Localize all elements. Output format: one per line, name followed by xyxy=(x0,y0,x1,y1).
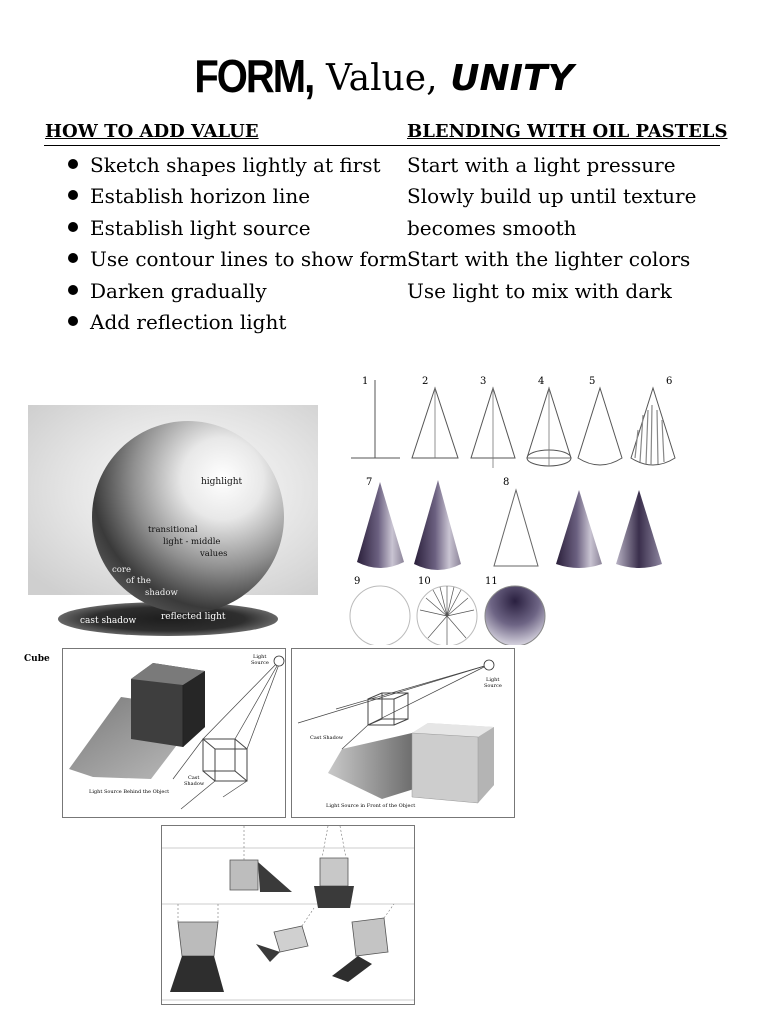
title-value: Value, xyxy=(325,58,438,99)
step-7-cone-b xyxy=(414,480,461,570)
cast-shadow-label: Cast Shadow xyxy=(310,735,344,741)
cube-wireframe xyxy=(203,739,235,771)
list-item-text: Establish horizon line xyxy=(90,184,311,209)
bullet-icon xyxy=(68,285,78,295)
step-number: 11 xyxy=(485,576,498,587)
cube-perspective-shadows-diagram xyxy=(161,825,415,1005)
page-title xyxy=(0,52,768,104)
cube-top-left xyxy=(230,826,292,892)
list-item-text: Use contour lines to show form xyxy=(90,247,408,272)
light-source-label-2: Source xyxy=(484,683,502,689)
list-item-text: Establish light source xyxy=(90,215,311,240)
label-core-2: of the xyxy=(126,576,151,586)
list-item xyxy=(68,307,408,338)
bullet-icon xyxy=(68,159,78,169)
tip-line: Start with the lighter colors xyxy=(407,247,691,272)
cube-light-front-diagram xyxy=(291,648,515,818)
label-cast-shadow: cast shadow xyxy=(80,616,137,626)
list-item xyxy=(68,181,408,212)
step-9-circle xyxy=(350,586,410,645)
label-transitional-2: light - middle xyxy=(163,537,221,547)
panel2-caption: Light Source in Front of the Object xyxy=(326,803,416,809)
cone-drawing-steps-diagram xyxy=(348,370,678,645)
step-7-cone-a xyxy=(357,482,404,568)
blending-tips-list xyxy=(407,150,696,307)
left-column-heading: HOW TO ADD VALUE xyxy=(45,121,259,142)
value-steps-list xyxy=(68,150,408,338)
light-source-icon xyxy=(484,660,494,670)
label-core-3: shadow xyxy=(145,588,178,598)
cube-wireframe xyxy=(368,699,394,725)
step-number: 8 xyxy=(503,477,510,488)
title-unity: UNITY xyxy=(450,58,574,99)
sphere-shading-diagram xyxy=(28,405,318,640)
step-number: 6 xyxy=(666,376,673,387)
label-reflected-light: reflected light xyxy=(161,612,226,622)
cube-bottom-middle xyxy=(256,908,314,962)
step-number: 7 xyxy=(366,477,373,488)
step-8-cone-reflected xyxy=(616,490,662,568)
light-source-label-1: Light xyxy=(253,654,267,660)
step-8-cone-outline xyxy=(494,490,538,566)
cube-bottom-left xyxy=(170,904,224,992)
bullet-icon xyxy=(68,253,78,263)
step-5-cone xyxy=(578,388,622,465)
light-source-label-2: Source xyxy=(251,660,269,666)
label-core-1: core xyxy=(112,565,131,575)
bullet-icon xyxy=(68,190,78,200)
list-item xyxy=(68,276,408,307)
tip-line: Start with a light pressure xyxy=(407,153,676,177)
step-number: 1 xyxy=(362,376,369,387)
label-transitional-1: transitional xyxy=(148,525,198,535)
step-number: 9 xyxy=(354,576,361,587)
list-item-text: Add reflection light xyxy=(90,309,287,334)
sphere-shape xyxy=(92,421,284,613)
tip-line: Use light to mix with dark xyxy=(407,278,672,303)
cast-shadow-shape xyxy=(328,733,414,799)
list-item xyxy=(68,213,408,244)
step-number: 2 xyxy=(422,376,429,387)
cast-shadow-label-1: Cast xyxy=(188,775,200,781)
bullet-icon xyxy=(68,222,78,232)
label-highlight: highlight xyxy=(201,477,243,487)
title-form: FORM, xyxy=(194,51,314,103)
step-number: 3 xyxy=(480,376,487,387)
step-8-cone-shaded xyxy=(556,490,602,568)
cube-bottom-right xyxy=(332,904,394,982)
step-number: 5 xyxy=(589,376,596,387)
step-11-circle xyxy=(485,586,545,645)
right-column-heading: BLENDING WITH OIL PASTELS xyxy=(407,121,728,142)
heading-underline xyxy=(44,145,720,146)
list-item xyxy=(68,244,408,275)
step-number: 10 xyxy=(418,576,431,587)
cast-shadow-label-2: Shadow xyxy=(184,781,205,787)
light-source-icon xyxy=(274,656,284,666)
cube-heading xyxy=(24,650,64,666)
list-item xyxy=(68,150,408,181)
list-item-text: Darken gradually xyxy=(90,278,267,303)
step-6-cone xyxy=(631,388,675,465)
cube-heading-text: Cube xyxy=(24,654,50,664)
list-item-text: Sketch shapes lightly at first xyxy=(90,153,381,177)
tip-line: becomes smooth xyxy=(407,215,577,240)
light-source-label-1: Light xyxy=(486,677,500,683)
bullet-icon xyxy=(68,316,78,326)
tip-line: Slowly build up until texture xyxy=(407,184,697,209)
cube-light-behind-diagram xyxy=(62,648,286,818)
label-transitional-3: values xyxy=(200,549,228,559)
cube-top-right xyxy=(314,826,354,908)
panel1-caption: Light Source Behind the Object xyxy=(89,789,170,795)
step-number: 4 xyxy=(538,376,545,387)
